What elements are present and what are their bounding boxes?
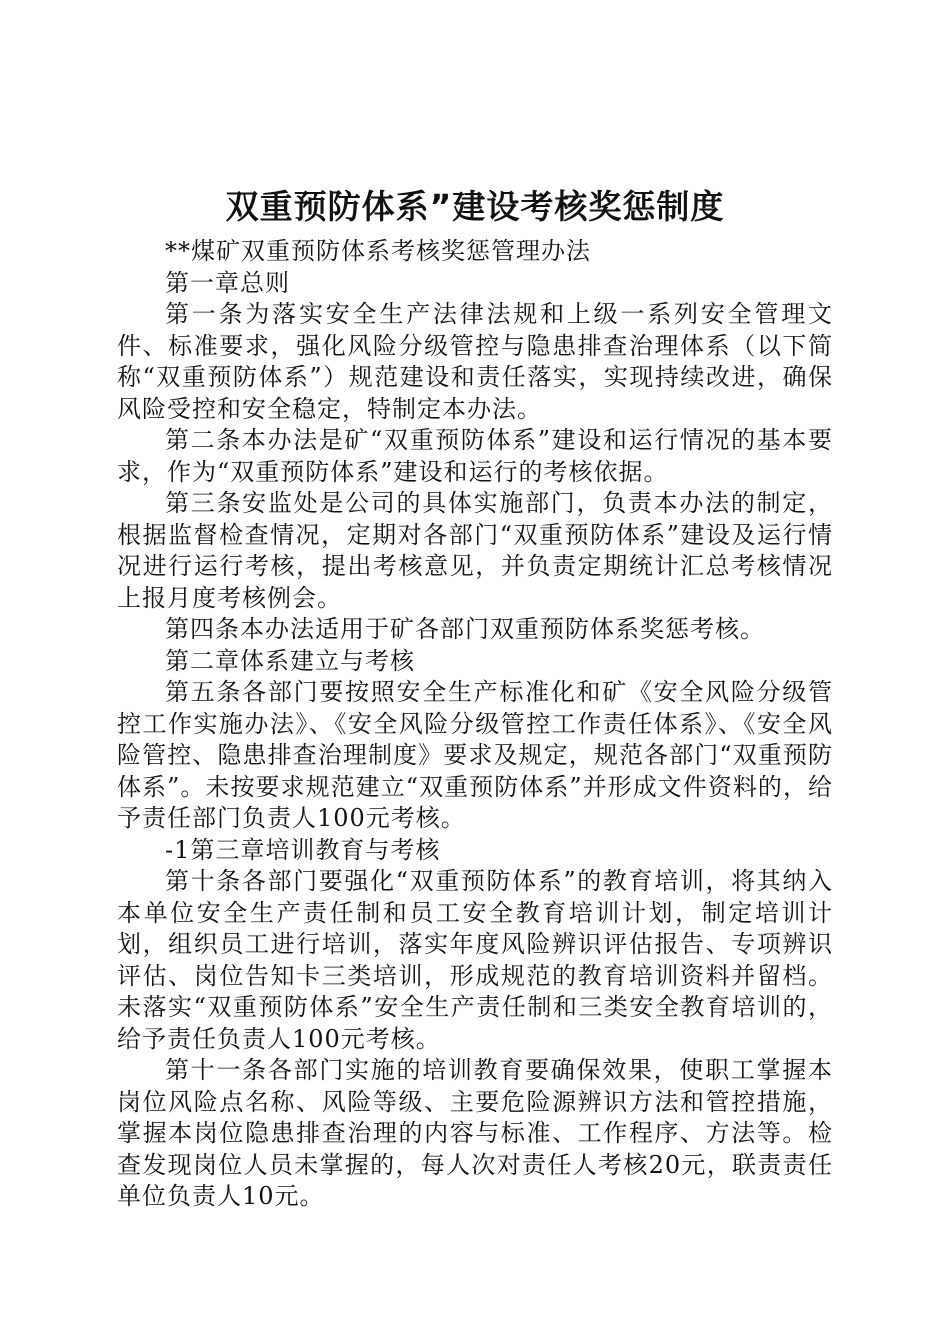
- article-2: 第二条本办法是矿“双重预防体系”建设和运行情况的基本要求，作为“双重预防体系”建设和运行的考核依据。: [117, 426, 833, 486]
- chapter-heading-1: 第一章总则: [165, 268, 290, 297]
- chapter-heading-3: -1第三章培训教育与考核: [165, 835, 441, 864]
- article-1: 第一条为落实安全生产法律法规和上级一系列安全管理文件、标准要求，强化风险分级管控与隐患排查治理体系（以下简称“双重预防体系”）规范建设和责任落实，实现持续改进，确保风险受控和安全稳定，特制定本办法。: [117, 300, 833, 423]
- chapter-heading-2: 第二章体系建立与考核: [165, 646, 415, 675]
- document-page: [117, 184, 833, 1213]
- document-title: 双重预防体系”建设考核奖惩制度: [225, 187, 725, 226]
- article-3: 第三条安监处是公司的具体实施部门，负责本办法的制定，根据监督检查情况，定期对各部门“双重预防体系”建设及运行情况进行运行考核，提出考核意见，并负责定期统计汇总考核情况上报月度考核例会。: [117, 489, 833, 612]
- article-10: 第十条各部门要强化“双重预防体系”的教育培训，将其纳入本单位安全生产责任制和员工安全教育培训计划，制定培训计划，组织员工进行培训，落实年度风险辨识评估报告、专项辨识评估、岗位告知卡三类培训，形成规范的教育培训资料并留档。未落实“双重预防体系”安全生产责任制和三类安全教育培训的，给予责任负责人100元考核。: [117, 867, 833, 1053]
- article-11: 第十一条各部门实施的培训教育要确保效果，使职工掌握本岗位风险点名称、风险等级、主要危险源辨识方法和管控措施，掌握本岗位隐患排查治理的内容与标准、工作程序、方法等。检查发现岗位人员未掌握的，每人次对责任人考核20元，联责责任单位负责人10元。: [117, 1056, 833, 1210]
- article-5: 第五条各部门要按照安全生产标准化和矿《安全风险分级管控工作实施办法》、《安全风险分级管控工作责任体系》、《安全风险管控、隐患排查治理制度》要求及规定，规范各部门“双重预防体系”。未按要求规范建立“双重预防体系”并形成文件资料的，给予责任部门负责人100元考核。: [117, 678, 833, 832]
- article-4: 第四条本办法适用于矿各部门双重预防体系奖惩考核。: [165, 615, 765, 643]
- subtitle-paragraph: **煤矿双重预防体系考核奖惩管理办法: [165, 237, 591, 265]
